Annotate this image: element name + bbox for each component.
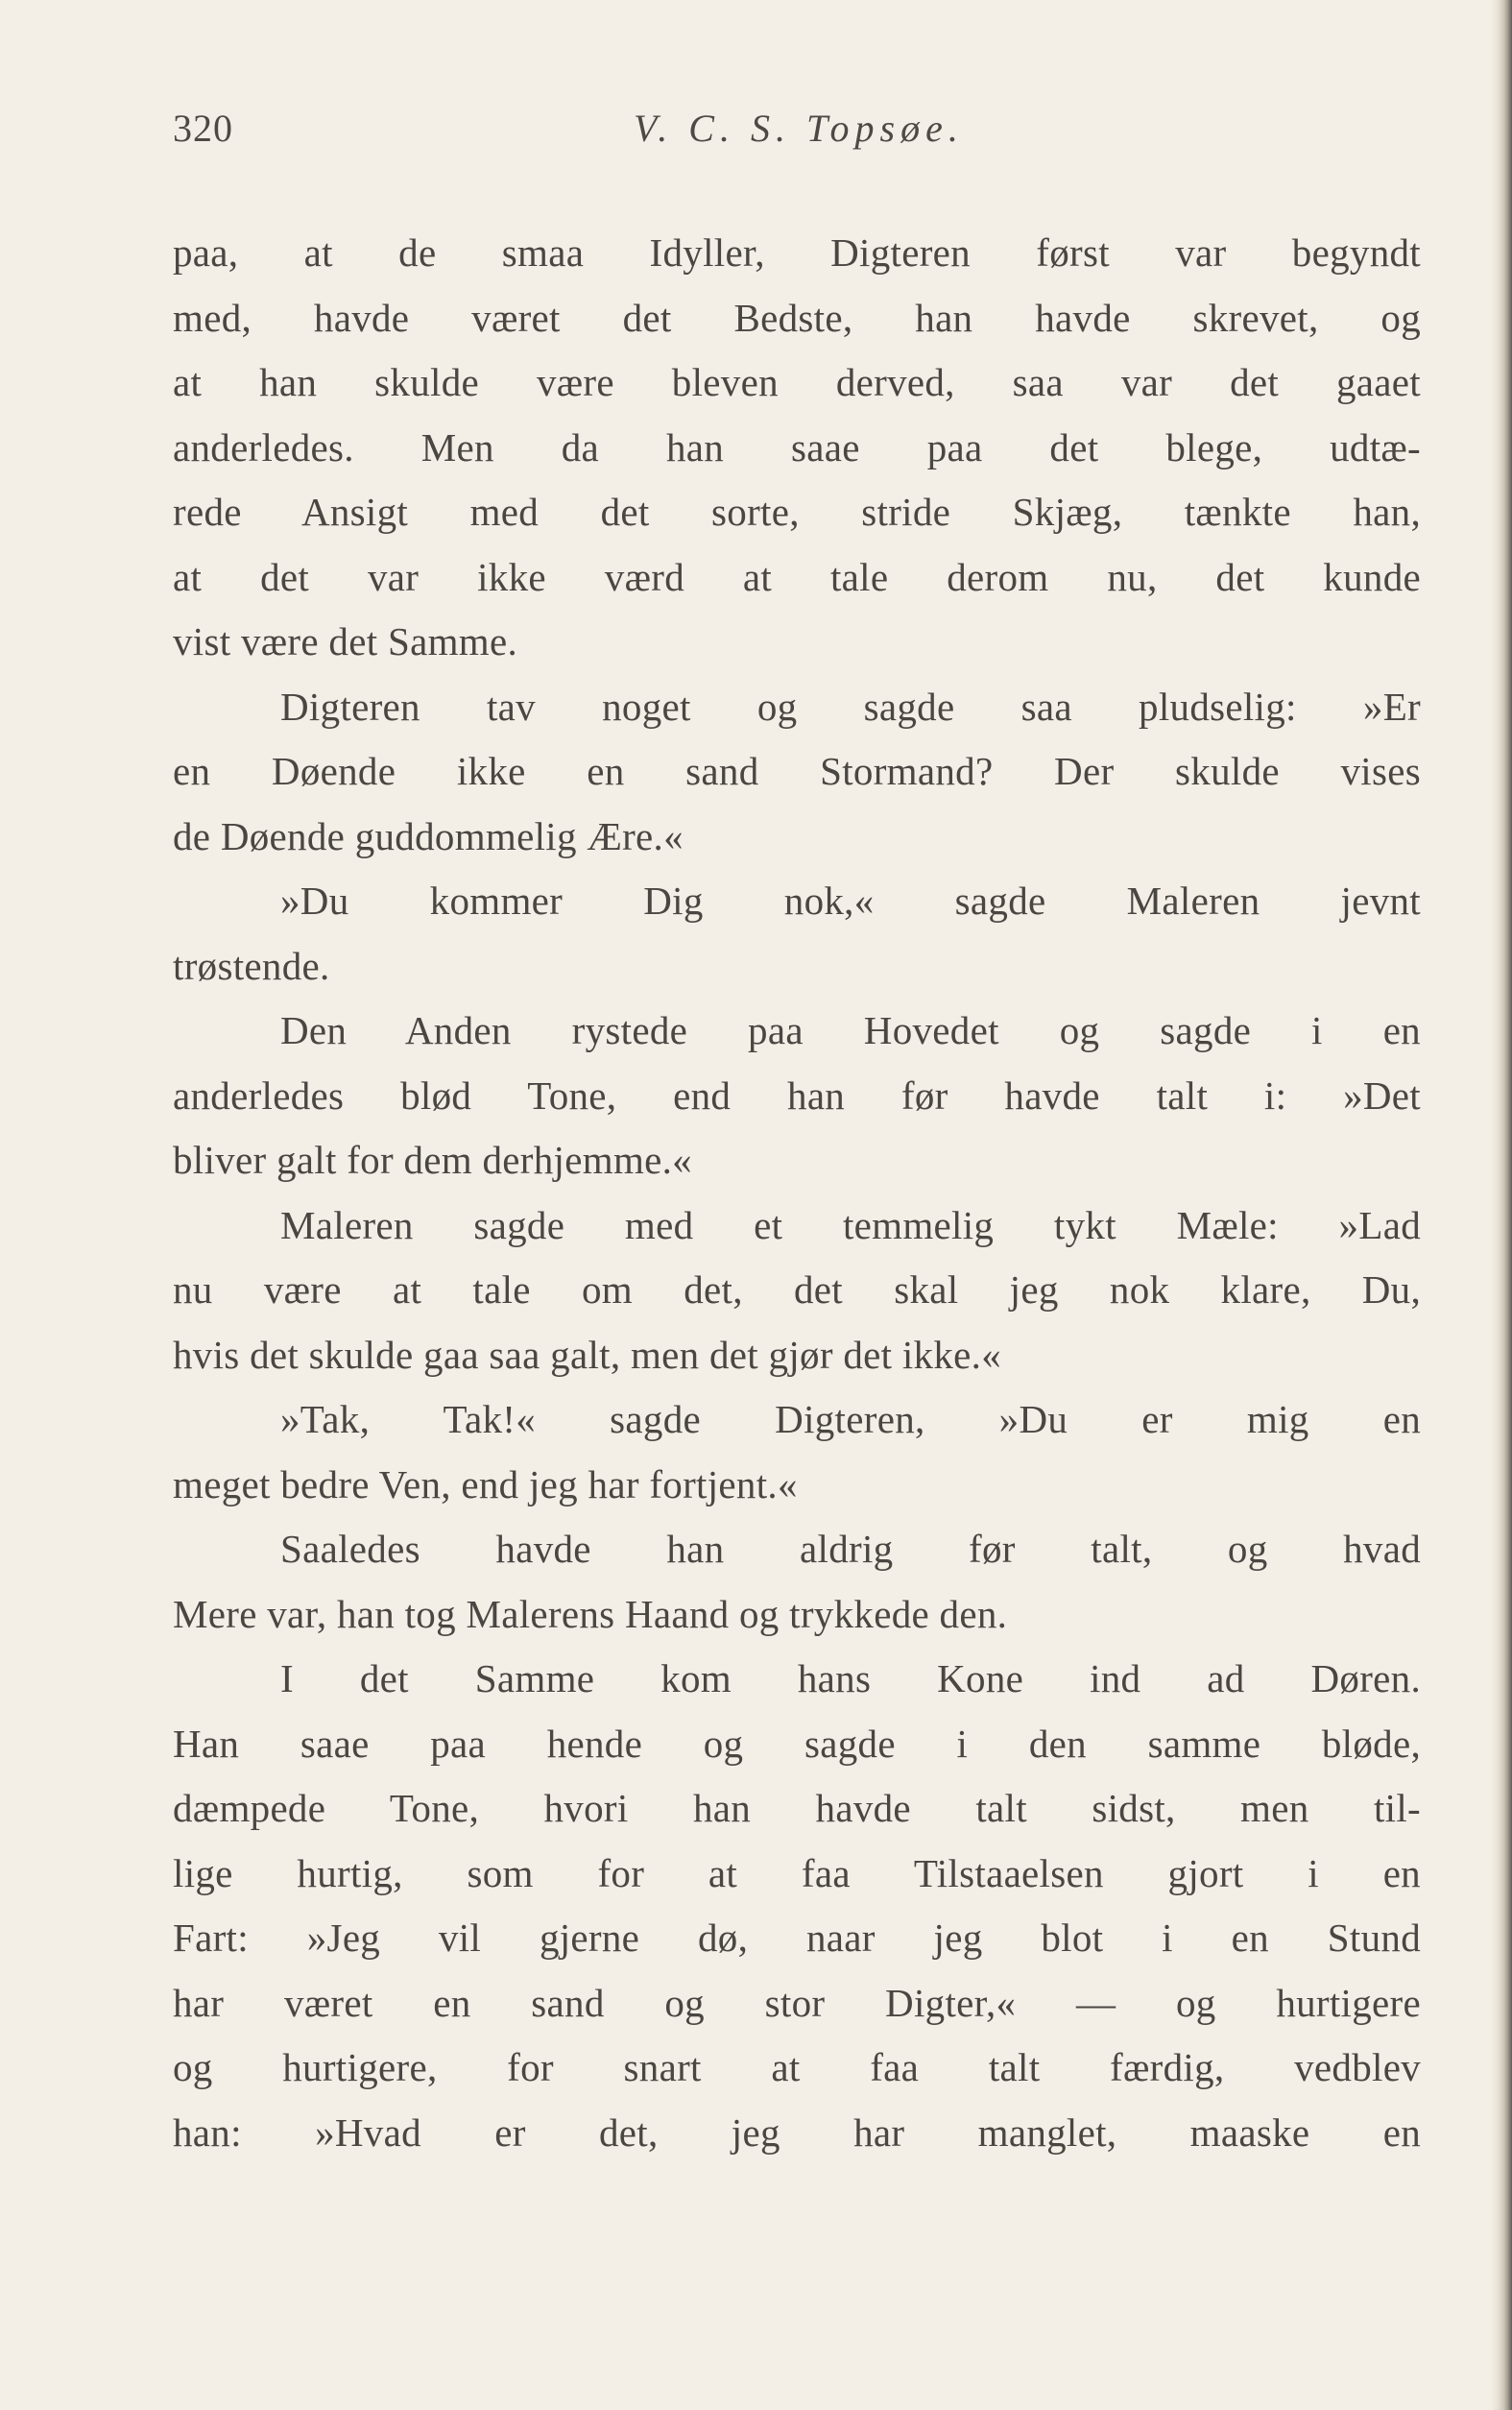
page-edge-shadow [1491,0,1512,2410]
text-line: en Døende ikke en sand Stormand? Der skulde vises [173,749,1421,793]
text-line: Digteren tav noget og sagde saa pludselig: »Er [280,684,1421,729]
text-line: bliver galt for dem derhjemme.« [173,1138,692,1182]
text-line: at det var ikke værd at tale derom nu, det kunde [173,554,1421,599]
text-line: »Du kommer Dig nok,« sagde Maleren jevnt [280,879,1421,923]
running-title: V. C. S. Topsøe. [634,107,964,150]
text-line: med, havde været det Bedste, han havde skrevet, og [173,295,1421,340]
text-line: han: »Hvad er det, jeg har manglet, maaske en [173,2109,1421,2155]
text-line: anderledes. Men da han saae paa det blege, udtæ- [173,424,1421,470]
text-line: de Døende guddommelig Ære.« [173,813,684,858]
page-number: 320 [173,107,233,150]
text-line: at han skulde være bleven derved, saa var det gaaet [173,360,1421,404]
text-line: hvis det skulde gaa saa galt, men det gjør det ikke.« [173,1332,1002,1377]
text-line: nu være at tale om det, det skal jeg nok klare, Du, [173,1267,1421,1312]
text-line: meget bedre Ven, end jeg har fortjent.« [173,1461,798,1506]
text-line: vist være det Samme. [173,619,518,663]
body-text [173,221,1421,2165]
text-line: Maleren sagde med et temmelig tykt Mæle: »Lad [280,1202,1421,1247]
text-line: Den Anden rystede paa Hovedet og sagde i en [280,1008,1421,1052]
text-line: rede Ansigt med det sorte, stride Skjæg, tænkte han, [173,490,1421,534]
text-line: Saaledes havde han aldrig før talt, og hvad [280,1527,1421,1571]
text-line: Han saae paa hende og sagde i den samme bløde, [173,1721,1421,1766]
text-line: I det Samme kom hans Kone ind ad Døren. [280,1656,1421,1700]
text-line: har været en sand og stor Digter,« — og hurtigere [173,1980,1421,2025]
page-header [173,106,1421,163]
text-line: og hurtigere, for snart at faa talt færdig, vedblev [173,2045,1421,2089]
text-line: anderledes blød Tone, end han før havde talt i: »Det [173,1072,1421,1118]
text-line: dæmpede Tone, hvori han havde talt sidst, men til- [173,1786,1421,1830]
text-line: lige hurtig, som for at faa Tilstaaelsen gjort i en [173,1850,1421,1895]
text-line: Fart: »Jeg vil gjerne dø, naar jeg blot i en Stund [173,1916,1421,1960]
text-line: paa, at de smaa Idyller, Digteren først var begyndt [173,230,1421,275]
text-line: trøstende. [173,943,330,988]
text-line: »Tak, Tak!« sagde Digteren, »Du er mig en [280,1397,1421,1441]
text-line: Mere var, han tog Malerens Haand og trykkede den. [173,1591,1008,1636]
